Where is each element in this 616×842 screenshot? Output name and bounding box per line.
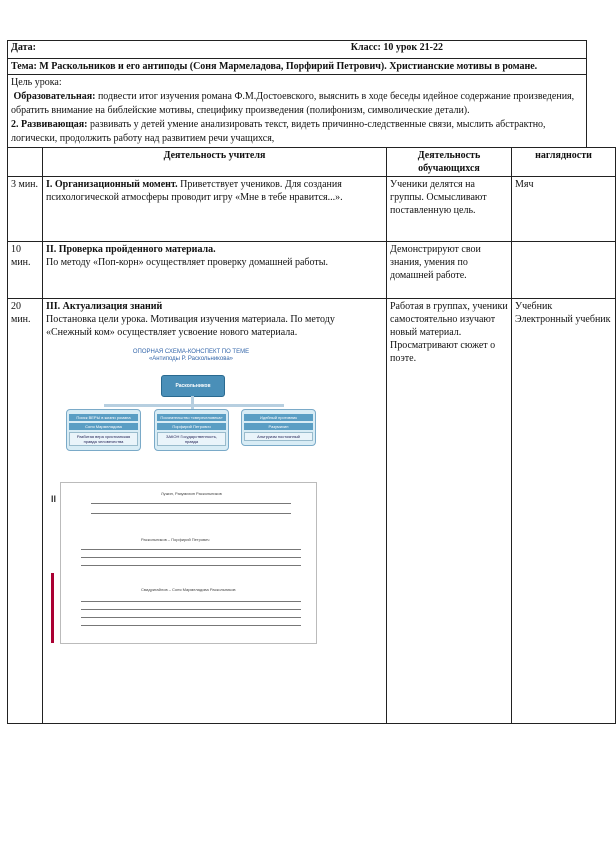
- table-header-row: [8, 148, 616, 177]
- goals-title: Цель урока:: [11, 77, 62, 88]
- scheme-section-2: Раскольников – Порфирий Петрович: [141, 537, 210, 542]
- col-header-teacher: Деятельность учителя: [43, 148, 387, 177]
- row-teacher-text: Постановка цели урока. Мотивация изучения материала. По методу «Снежный ком» осуществляет усвоение нового материала.: [46, 314, 335, 338]
- row-teacher: [43, 177, 387, 242]
- diagram-box: Соня Мармеладова: [69, 423, 138, 430]
- scheme-rule: [81, 549, 301, 550]
- scheme-rule: [91, 503, 291, 504]
- diagram-subtitle: «Антиподы Р. Раскольникова»: [148, 356, 234, 362]
- scheme-rule: [81, 609, 301, 610]
- row-stage: III. Актуализация знаний: [46, 301, 163, 312]
- row-visual: [512, 242, 616, 299]
- row-students: Ученики делятся на группы. Осмысливают поставленную цель.: [387, 177, 512, 242]
- row-time: 20 мин.: [8, 299, 43, 724]
- concept-diagram: [66, 349, 316, 474]
- scheme-section-1: Лужин, Разумихин Раскольников: [161, 491, 222, 496]
- col-header-students: Деятельность обучающихся: [387, 148, 512, 177]
- diagram-box: Порфирий Петрович: [157, 423, 226, 430]
- topic: Тема: М Раскольников и его антиподы (Соня Мармеладова, Порфирий Петрович). Христианские мотивы в романе.: [7, 58, 587, 74]
- connector: [191, 396, 194, 409]
- accent-bar: [51, 573, 54, 643]
- diagram-title: ОПОРНАЯ СХЕМА-КОНСПЕКТ ПО ТЕМЕ: [132, 349, 250, 355]
- row-teacher: [43, 299, 387, 724]
- goal-developing: [11, 118, 583, 146]
- row-visual: Учебник Электронный учебник: [512, 299, 616, 724]
- scheme-rule: [81, 601, 301, 602]
- row-students: Работая в группах, ученики самостоятельно изучают новый материал. Просматривают сюжет о поэте.: [387, 299, 512, 724]
- scheme-rule: [81, 625, 301, 626]
- diagram-group-left: [66, 409, 141, 451]
- lesson-table: [7, 147, 616, 724]
- class-label: Класс: 10 урок 21-22: [350, 42, 443, 53]
- scheme-rule: [91, 513, 291, 514]
- diagram-box: Поиск ВЕРЫ в жизни романа: [69, 414, 138, 421]
- diagram-box: Альтруизм постоянный: [244, 432, 313, 441]
- header-row: [7, 40, 587, 58]
- table-row: [8, 177, 616, 242]
- scheme-rule: [81, 617, 301, 618]
- diagram-box: Разбитая вера христианская правда человечества: [69, 432, 138, 446]
- diagram-box: Разумихин: [244, 423, 313, 430]
- diagram-box: ЗАКОН Государственность, правда: [157, 432, 226, 446]
- scheme-section-3: Свидригайлов – Соня Мармеладова Раскольников: [141, 587, 236, 592]
- lesson-plan: [7, 40, 611, 724]
- roman-numeral: II: [51, 494, 57, 504]
- diagram-root: Раскольников: [161, 375, 225, 397]
- diagram-box: Посягательство «сверхчеловека»: [157, 414, 226, 421]
- col-header-visual: наглядности: [512, 148, 616, 177]
- row-stage: I. Организационный момент.: [46, 179, 178, 190]
- table-row: [8, 299, 616, 724]
- goals-block: [7, 74, 587, 147]
- goal-edu-text: подвести итог изучения романа Ф.М.Достоевского, выяснить в ходе беседы идейное содержание произведения, обратить внимание на библейские мотивы, специфику произведения (полифонизм, символические детали).: [11, 91, 575, 116]
- goal-dev-text: развивать у детей умение анализировать текст, видеть причинно-следственные связи, мыслить абстрактно, логически, продолжить работу над развитием речи учащихся,: [11, 119, 546, 144]
- goal-educational: [11, 90, 583, 118]
- row-students: Демонстрируют свои знания, умения по домашней работе.: [387, 242, 512, 299]
- connector: [104, 404, 284, 407]
- diagram-group-center: [154, 409, 229, 451]
- row-time: 10 мин.: [8, 242, 43, 299]
- row-time: 3 мин.: [8, 177, 43, 242]
- antipodes-scheme: [51, 482, 317, 644]
- col-header-time: [8, 148, 43, 177]
- table-row: [8, 242, 616, 299]
- row-stage: II. Проверка пройденного материала.: [46, 244, 216, 255]
- row-teacher: [43, 242, 387, 299]
- goal-edu-label: Образовательная:: [13, 91, 96, 102]
- diagram-box: Идейный противник: [244, 414, 313, 421]
- row-teacher-text: Приветствует учеников. Для создания психологической атмосферы проводит игру «Мне в тебе нравится...».: [46, 179, 343, 203]
- goal-dev-label: 2. Развивающая:: [11, 119, 88, 130]
- scheme-rule: [81, 565, 301, 566]
- diagram-group-right: [241, 409, 316, 446]
- row-visual: Мяч: [512, 177, 616, 242]
- scheme-rule: [81, 557, 301, 558]
- row-teacher-text: По методу «Поп-корн» осуществляет проверку домашней работы.: [46, 257, 328, 268]
- date-label: Дата:: [11, 42, 36, 53]
